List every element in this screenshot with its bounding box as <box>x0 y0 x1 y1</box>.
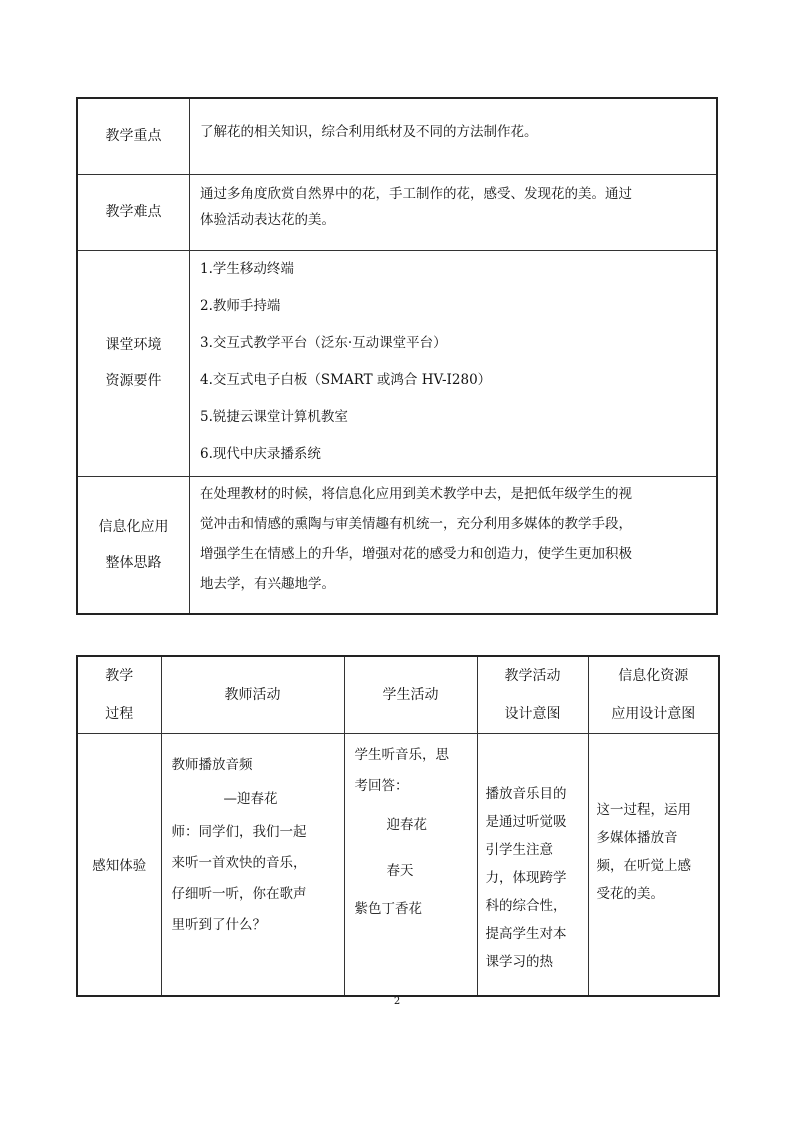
row-overall-approach <box>77 476 717 614</box>
design-intent-cell: 播放音乐目的 是通过听觉吸 引学生注意 力，体现跨学 科的综合性， 提高学生对本 课学习的热 <box>477 734 588 996</box>
process-header-row <box>77 656 719 734</box>
label-key-points: 教学重点 <box>77 98 190 174</box>
student-activity-cell: 学生听音乐，思 考回答： 迎春花 春天 紫色丁香花 <box>344 734 477 996</box>
row-key-points <box>77 98 717 174</box>
content-key-points: 了解花的相关知识，综合利用纸材及不同的方法制作花。 <box>190 98 718 174</box>
label-difficulties: 教学难点 <box>77 174 190 250</box>
stage-cell: 感知体验 <box>77 734 161 996</box>
header-teacher-activity: 教师活动 <box>161 656 344 734</box>
label-environment: 课堂环境 资源要件 <box>77 250 190 476</box>
page-number: 2 <box>393 996 401 1007</box>
info-resource-intent-cell: 这一过程，运用 多媒体播放音 频，在听觉上感 受花的美。 <box>588 734 719 996</box>
row-difficulties <box>77 174 717 250</box>
label-overall-approach: 信息化应用 整体思路 <box>77 476 190 614</box>
row-environment <box>77 250 717 476</box>
content-overall-approach: 在处理教材的时候，将信息化应用到美术教学中去，是把低年级学生的视 觉冲击和情感的熏陶与审美情趣有机统一，充分利用多媒体的教学手段， 增强学生在情感上的升华，增强对花的感受力和创造力，使学生更加积极 地去学，有兴趣地学。 <box>190 476 718 614</box>
header-info-resource-intent: 信息化资源 应用设计意图 <box>588 656 719 734</box>
header-process: 教学 过程 <box>77 656 161 734</box>
content-environment: 1.学生移动终端 2.教师手持端 3.交互式教学平台（泛东·互动课堂平台） 4.交互式电子白板（SMART 或鸿合 HV-I280） 5.锐捷云课堂计算机教室 6.现代中庆录播系统 <box>190 250 718 476</box>
teaching-process-table <box>76 655 720 997</box>
header-design-intent: 教学活动 设计意图 <box>477 656 588 734</box>
process-row-perception <box>77 734 719 996</box>
header-student-activity: 学生活动 <box>344 656 477 734</box>
content-difficulties: 通过多角度欣赏自然界中的花，手工制作的花，感受、发现花的美。通过 体验活动表达花的美。 <box>190 174 718 250</box>
teacher-activity-cell: 教师播放音频 —迎春花 师：同学们，我们一起 来听一首欢快的音乐， 仔细听一听，你在歌声 里听到了什么？ <box>161 734 344 996</box>
teaching-info-table <box>76 97 718 615</box>
